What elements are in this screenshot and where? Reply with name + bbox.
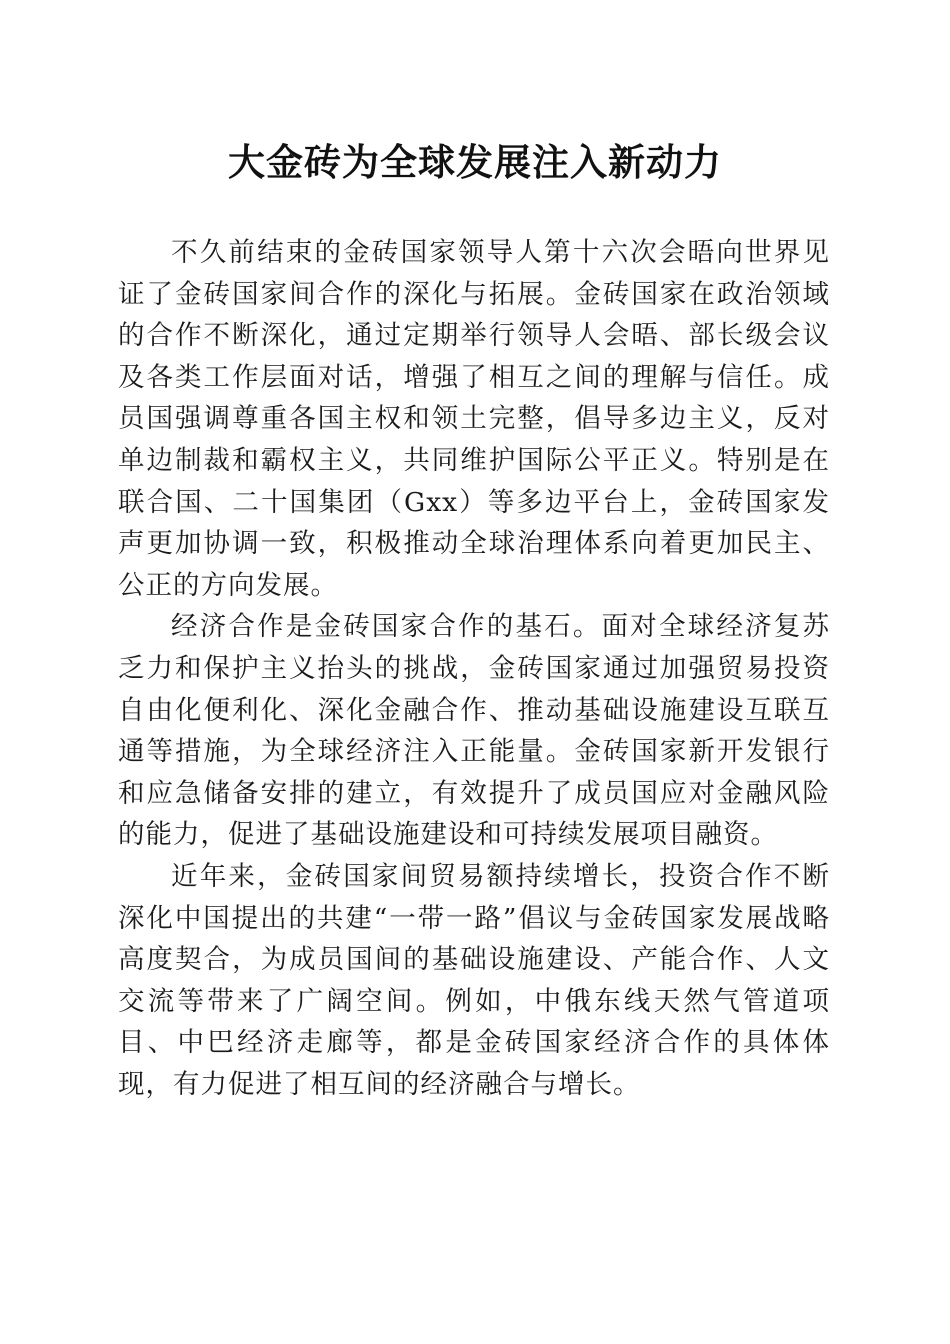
paragraph-2: 经济合作是金砖国家合作的基石。面对全球经济复苏乏力和保护主义抬头的挑战，金砖国家通过加强贸易投资自由化便利化、深化金融合作、推动基础设施建设互联互通等措施，为全球经济注入正能量。金砖国家新开发银行和应急储备安排的建立，有效提升了成员国应对金融风险的能力，促进了基础设施建设和可持续发展项目融资。 [118,611,830,851]
paragraph-1: 不久前结束的金砖国家领导人第十六次会晤向世界见证了金砖国家间合作的深化与拓展。金砖国家在政治领域的合作不断深化，通过定期举行领导人会晤、部长级会议及各类工作层面对话，增强了相互之间的理解与信任。成员国强调尊重各国主权和领土完整，倡导多边主义，反对单边制裁和霸权主义，共同维护国际公平正义。特别是在联合国、二十国集团（Gxx）等多边平台上，金砖国家发声更加协调一致，积极推动全球治理体系向着更加民主、公正的方向发展。 [118,237,830,601]
document-title: 大金砖为全球发展注入新动力 [228,140,722,184]
document-body [118,232,830,1105]
paragraph-3: 近年来，金砖国家间贸易额持续增长，投资合作不断深化中国提出的共建“一带一路”倡议与金砖国家发展战略高度契合，为成员国间的基础设施建设、产能合作、人文交流等带来了广阔空间。例如，中俄东线天然气管道项目、中巴经济走廊等，都是金砖国家经济合作的具体体现，有力促进了相互间的经济融合与增长。 [118,860,830,1100]
